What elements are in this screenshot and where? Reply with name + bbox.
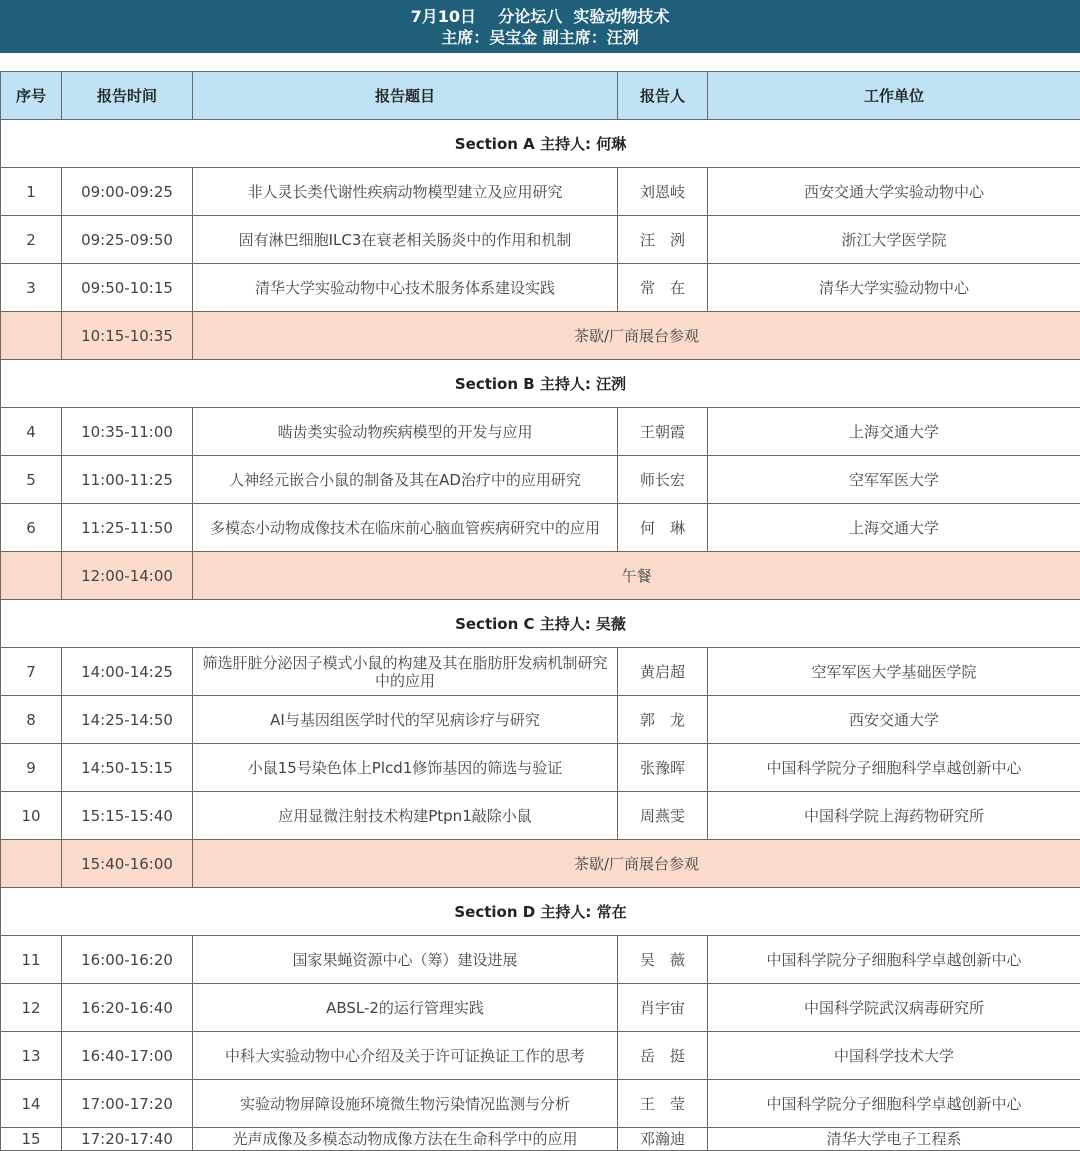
break-label: 茶歇/厂商展台参观 (193, 312, 1080, 360)
talk-title: 人神经元嵌合小鼠的制备及其在AD治疗中的应用研究 (193, 456, 618, 504)
talk-time: 14:25-14:50 (62, 696, 193, 744)
talk-speaker: 何 琳 (618, 504, 708, 552)
talk-time: 17:20-17:40 (62, 1128, 193, 1151)
talk-number: 11 (1, 936, 62, 984)
talk-speaker: 黄启超 (618, 648, 708, 696)
break-time: 10:15-10:35 (62, 312, 193, 360)
talk-number: 1 (1, 168, 62, 216)
talk-time: 16:20-16:40 (62, 984, 193, 1032)
talk-title: 啮齿类实验动物疾病模型的开发与应用 (193, 408, 618, 456)
talk-row (1, 648, 1080, 696)
talk-organization: 中国科学院武汉病毒研究所 (708, 984, 1080, 1032)
break-time: 12:00-14:00 (62, 552, 193, 600)
talk-number: 4 (1, 408, 62, 456)
talk-organization: 空军军医大学基础医学院 (708, 648, 1080, 696)
talk-time: 14:00-14:25 (62, 648, 193, 696)
talk-title: 实验动物屏障设施环境微生物污染情况监测与分析 (193, 1080, 618, 1128)
break-time: 15:40-16:00 (62, 840, 193, 888)
talk-organization: 西安交通大学实验动物中心 (708, 168, 1080, 216)
talk-speaker: 王 莹 (618, 1080, 708, 1128)
break-row (1, 552, 1080, 600)
talk-organization: 上海交通大学 (708, 408, 1080, 456)
forum-header (0, 0, 1080, 53)
talk-speaker: 郭 龙 (618, 696, 708, 744)
col-header-no: 序号 (1, 72, 62, 120)
talk-speaker: 岳 挺 (618, 1032, 708, 1080)
talk-speaker: 肖宇宙 (618, 984, 708, 1032)
talk-row (1, 168, 1080, 216)
break-label: 午餐 (193, 552, 1080, 600)
talk-organization: 空军军医大学 (708, 456, 1080, 504)
talk-row (1, 744, 1080, 792)
break-no-cell (1, 552, 62, 600)
talk-title: 筛选肝脏分泌因子模式小鼠的构建及其在脂肪肝发病机制研究中的应用 (193, 648, 618, 696)
talk-row (1, 264, 1080, 312)
talk-time: 17:00-17:20 (62, 1080, 193, 1128)
talk-title: ABSL-2的运行管理实践 (193, 984, 618, 1032)
talk-title: 中科大实验动物中心介绍及关于许可证换证工作的思考 (193, 1032, 618, 1080)
talk-title: 固有淋巴细胞ILC3在衰老相关肠炎中的作用和机制 (193, 216, 618, 264)
talk-row (1, 456, 1080, 504)
section-row (1, 120, 1080, 168)
talk-row (1, 1080, 1080, 1128)
talk-title: 多模态小动物成像技术在临床前心脑血管疾病研究中的应用 (193, 504, 618, 552)
section-row (1, 600, 1080, 648)
section-label: Section C 主持人: 吴薇 (1, 600, 1080, 648)
talk-speaker: 吴 薇 (618, 936, 708, 984)
break-no-cell (1, 312, 62, 360)
talk-time: 16:00-16:20 (62, 936, 193, 984)
talk-row (1, 936, 1080, 984)
talk-speaker: 刘恩岐 (618, 168, 708, 216)
talk-speaker: 邓瀚迪 (618, 1128, 708, 1151)
talk-number: 2 (1, 216, 62, 264)
talk-organization: 清华大学电子工程系 (708, 1128, 1080, 1151)
talk-time: 09:25-09:50 (62, 216, 193, 264)
talk-time: 15:15-15:40 (62, 792, 193, 840)
talk-speaker: 王朝霞 (618, 408, 708, 456)
break-no-cell (1, 840, 62, 888)
talk-organization: 中国科学院上海药物研究所 (708, 792, 1080, 840)
talk-title: 非人灵长类代谢性疾病动物模型建立及应用研究 (193, 168, 618, 216)
col-header-title: 报告题目 (193, 72, 618, 120)
talk-organization: 中国科学技术大学 (708, 1032, 1080, 1080)
talk-number: 14 (1, 1080, 62, 1128)
talk-number: 5 (1, 456, 62, 504)
forum-title: 7月10日 分论坛八 实验动物技术 (0, 6, 1080, 27)
break-label: 茶歇/厂商展台参观 (193, 840, 1080, 888)
talk-speaker: 常 在 (618, 264, 708, 312)
talk-title: 国家果蝇资源中心（筹）建设进展 (193, 936, 618, 984)
talk-title: 光声成像及多模态动物成像方法在生命科学中的应用 (193, 1128, 618, 1151)
talk-number: 9 (1, 744, 62, 792)
talk-organization: 浙江大学医学院 (708, 216, 1080, 264)
talk-time: 14:50-15:15 (62, 744, 193, 792)
section-label: Section D 主持人: 常在 (1, 888, 1080, 936)
talk-title: 清华大学实验动物中心技术服务体系建设实践 (193, 264, 618, 312)
break-row (1, 840, 1080, 888)
talk-number: 10 (1, 792, 62, 840)
column-header-row (1, 72, 1080, 120)
talk-organization: 中国科学院分子细胞科学卓越创新中心 (708, 744, 1080, 792)
talk-title: 小鼠15号染色体上Plcd1修饰基因的筛选与验证 (193, 744, 618, 792)
talk-title: AI与基因组医学时代的罕见病诊疗与研究 (193, 696, 618, 744)
talk-row (1, 696, 1080, 744)
talk-organization: 上海交通大学 (708, 504, 1080, 552)
header-gap (0, 53, 1080, 71)
schedule-table (0, 71, 1080, 1151)
talk-time: 11:00-11:25 (62, 456, 193, 504)
section-row (1, 360, 1080, 408)
break-row (1, 312, 1080, 360)
col-header-time: 报告时间 (62, 72, 193, 120)
forum-chairs: 主席：吴宝金 副主席：汪洌 (0, 27, 1080, 48)
talk-time: 09:00-09:25 (62, 168, 193, 216)
talk-row (1, 216, 1080, 264)
talk-number: 3 (1, 264, 62, 312)
talk-speaker: 张豫晖 (618, 744, 708, 792)
talk-time: 16:40-17:00 (62, 1032, 193, 1080)
talk-row (1, 408, 1080, 456)
talk-title: 应用显微注射技术构建Ptpn1敲除小鼠 (193, 792, 618, 840)
talk-number: 12 (1, 984, 62, 1032)
talk-organization: 中国科学院分子细胞科学卓越创新中心 (708, 1080, 1080, 1128)
talk-time: 11:25-11:50 (62, 504, 193, 552)
talk-speaker: 师长宏 (618, 456, 708, 504)
talk-row (1, 984, 1080, 1032)
col-header-speaker: 报告人 (618, 72, 708, 120)
talk-organization: 西安交通大学 (708, 696, 1080, 744)
section-row (1, 888, 1080, 936)
talk-row (1, 792, 1080, 840)
talk-speaker: 周燕雯 (618, 792, 708, 840)
talk-organization: 中国科学院分子细胞科学卓越创新中心 (708, 936, 1080, 984)
talk-number: 13 (1, 1032, 62, 1080)
schedule-body (1, 120, 1080, 1151)
section-label: Section B 主持人: 汪洌 (1, 360, 1080, 408)
talk-row (1, 1128, 1080, 1151)
talk-organization: 清华大学实验动物中心 (708, 264, 1080, 312)
talk-row (1, 504, 1080, 552)
section-label: Section A 主持人: 何琳 (1, 120, 1080, 168)
col-header-org: 工作单位 (708, 72, 1080, 120)
talk-row (1, 1032, 1080, 1080)
talk-speaker: 汪 洌 (618, 216, 708, 264)
talk-time: 10:35-11:00 (62, 408, 193, 456)
talk-number: 8 (1, 696, 62, 744)
talk-number: 7 (1, 648, 62, 696)
talk-number: 6 (1, 504, 62, 552)
talk-number: 15 (1, 1128, 62, 1151)
talk-time: 09:50-10:15 (62, 264, 193, 312)
